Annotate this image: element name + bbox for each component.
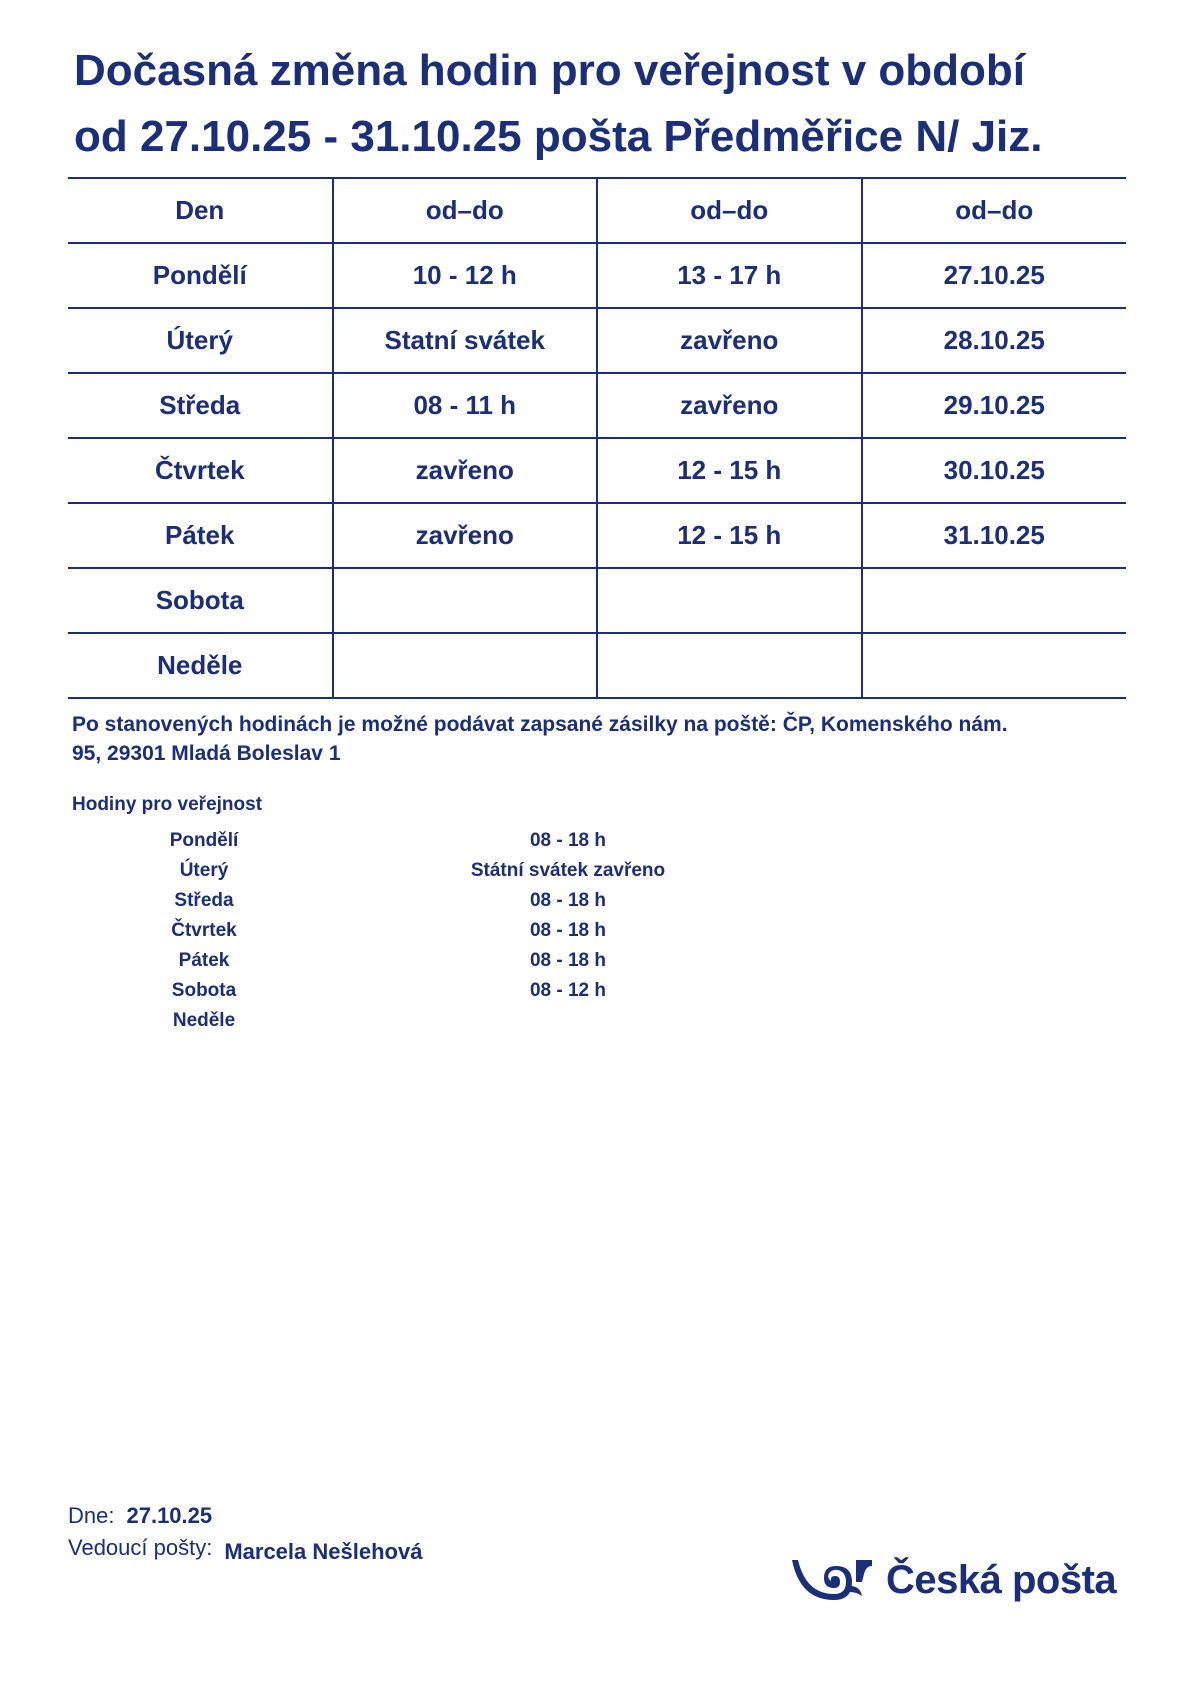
cell-range-3: 28.10.25	[862, 308, 1127, 373]
column-header-range-1: od–do	[333, 178, 598, 243]
hours-time: 08 - 18 h	[529, 830, 607, 851]
cell-range-1: 10 - 12 h	[333, 243, 598, 308]
hours-day: Středa	[174, 890, 234, 911]
list-item	[120, 826, 748, 856]
date-value: 27.10.25	[126, 1503, 213, 1528]
table-row	[68, 438, 1126, 503]
cell-range-2: 12 - 15 h	[597, 503, 862, 568]
note-line-1: Po stanovených hodinách je možné podávat zapsané zásilky na poště: ČP, Komenského nám.	[72, 713, 1008, 736]
column-header-range-3: od–do	[862, 178, 1127, 243]
table-row	[68, 568, 1126, 633]
cell-day: Sobota	[68, 568, 333, 633]
title-line-1: Dočasná změna hodin pro veřejnost v období	[74, 46, 1026, 95]
logo-text: Česká pošta	[886, 1557, 1117, 1602]
cell-range-2: 12 - 15 h	[597, 438, 862, 503]
date-label: Dne:	[68, 1503, 115, 1528]
cell-range-2: zavřeno	[597, 308, 862, 373]
after-hours-note	[72, 710, 1132, 768]
cell-range-2: 13 - 17 h	[597, 243, 862, 308]
schedule-table	[68, 177, 1126, 699]
table-row	[68, 243, 1126, 308]
hours-time: 08 - 18 h	[529, 920, 607, 941]
cell-day: Středa	[68, 373, 333, 438]
table-row	[68, 633, 1126, 698]
list-item	[120, 856, 748, 886]
cell-day: Čtvrtek	[68, 438, 333, 503]
hours-day: Pondělí	[169, 830, 239, 851]
manager-value: Marcela Nešlehová	[224, 1539, 423, 1564]
cell-range-2: zavřeno	[597, 373, 862, 438]
list-item	[120, 976, 748, 1006]
hours-time: 08 - 12 h	[529, 980, 607, 1001]
cell-range-3: 31.10.25	[862, 503, 1127, 568]
column-header-day: Den	[68, 178, 333, 243]
cell-day: Pondělí	[68, 243, 333, 308]
ceska-posta-logo	[790, 1556, 1116, 1604]
cell-range-1: zavřeno	[333, 438, 598, 503]
cell-range-3	[862, 568, 1127, 633]
regular-hours-title: Hodiny pro veřejnost	[72, 794, 263, 815]
regular-hours-list	[120, 826, 748, 1036]
cell-range-3: 27.10.25	[862, 243, 1127, 308]
hours-time: 08 - 18 h	[529, 950, 607, 971]
cell-range-3	[862, 633, 1127, 698]
cell-day: Pátek	[68, 503, 333, 568]
cell-range-1	[333, 633, 598, 698]
cell-day: Neděle	[68, 633, 333, 698]
column-header-range-2: od–do	[597, 178, 862, 243]
list-item	[120, 886, 748, 916]
hours-day: Sobota	[171, 980, 237, 1001]
manager-label: Vedoucí pošty:	[68, 1535, 213, 1560]
cell-range-2	[597, 633, 862, 698]
posthorn-icon	[790, 1556, 874, 1604]
cell-range-1	[333, 568, 598, 633]
page-title	[74, 38, 1134, 170]
cell-range-1: zavřeno	[333, 503, 598, 568]
cell-range-3: 30.10.25	[862, 438, 1127, 503]
hours-day: Neděle	[172, 1010, 236, 1031]
title-line-2: od 27.10.25 - 31.10.25 pošta Předměřice N/ Jiz.	[74, 112, 1043, 161]
cell-range-1: Statní svátek	[333, 308, 598, 373]
hours-day: Úterý	[179, 860, 229, 881]
schedule-header-row	[68, 178, 1126, 243]
hours-day: Čtvrtek	[171, 920, 237, 941]
hours-day: Pátek	[178, 950, 230, 971]
hours-time: Státní svátek zavřeno	[470, 860, 666, 881]
list-item	[120, 916, 748, 946]
list-item	[120, 1006, 748, 1036]
table-row	[68, 503, 1126, 568]
cell-day: Úterý	[68, 308, 333, 373]
cell-range-1: 08 - 11 h	[333, 373, 598, 438]
manager-row	[68, 1532, 422, 1564]
footer	[68, 1500, 422, 1564]
list-item	[120, 946, 748, 976]
table-row	[68, 373, 1126, 438]
cell-range-2	[597, 568, 862, 633]
date-row	[68, 1500, 422, 1532]
table-row	[68, 308, 1126, 373]
note-line-2: 95, 29301 Mladá Boleslav 1	[72, 742, 341, 765]
hours-time: 08 - 18 h	[529, 890, 607, 911]
cell-range-3: 29.10.25	[862, 373, 1127, 438]
